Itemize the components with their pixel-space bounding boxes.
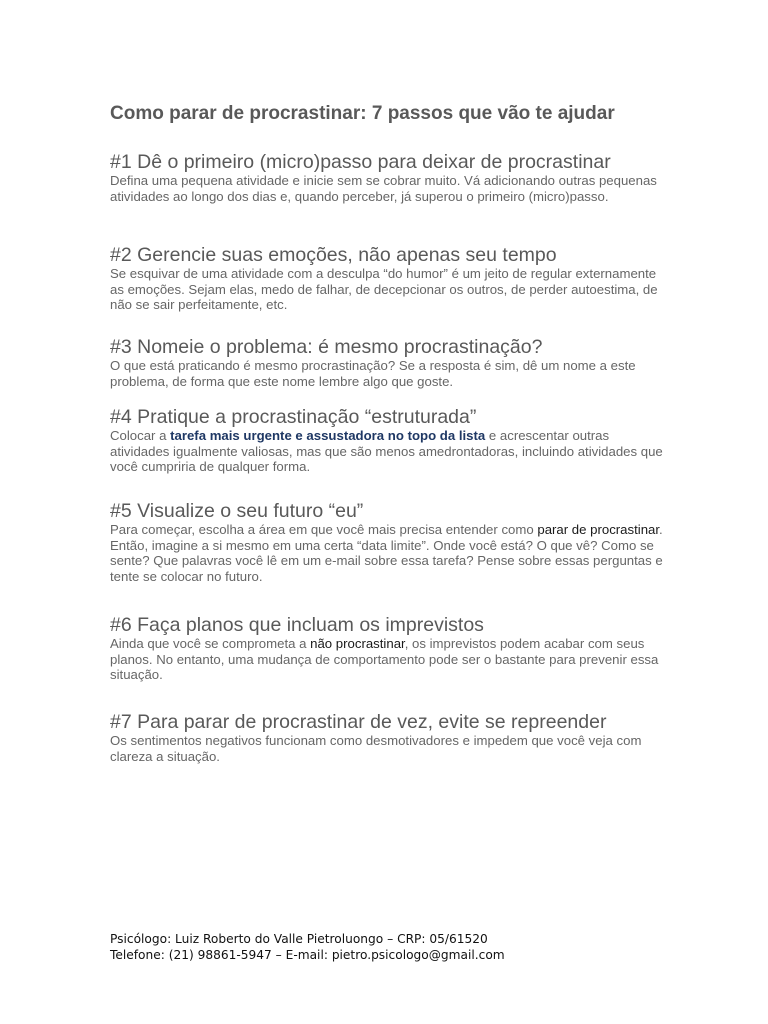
section-7-body: Os sentimentos negativos funcionam como desmotivadores e impedem que você veja com clareza a situação. bbox=[110, 733, 642, 764]
section-4 bbox=[110, 406, 665, 475]
section-3-body: O que está praticando é mesmo procrastinação? Se a resposta é sim, dê um nome a este problema, de forma que este nome lembre algo que goste. bbox=[110, 358, 636, 389]
document-title: Como parar de procrastinar: 7 passos que vão te ajudar bbox=[110, 103, 615, 124]
footer-psychologist: Psicólogo: Luiz Roberto do Valle Pietroluongo – CRP: 05/61520 bbox=[110, 932, 488, 946]
footer-phone-email: Telefone: (21) 98861-5947 – E-mail: pietro.psicologo@gmail.com bbox=[110, 948, 505, 962]
section-7-heading: #7 Para parar de procrastinar de vez, evite se repreender bbox=[110, 711, 607, 733]
section-5-link[interactable]: parar de procrastinar bbox=[537, 522, 660, 537]
section-5 bbox=[110, 500, 665, 584]
section-3-heading: #3 Nomeie o problema: é mesmo procrastinação? bbox=[110, 336, 543, 358]
section-5-heading: #5 Visualize o seu futuro “eu” bbox=[110, 500, 364, 522]
section-7 bbox=[110, 711, 665, 764]
section-5-body bbox=[110, 522, 665, 584]
section-1-body: Defina uma pequena atividade e inicie sem se cobrar muito. Vá adicionando outras pequenas atividades ao longo dos dias e, quando perceber, já superou o primeiro (micro)passo. bbox=[110, 173, 657, 204]
section-2-body: Se esquivar de uma atividade com a desculpa “do humor” é um jeito de regular externamente as emoções. Sejam elas, medo de falhar, de decepcionar os outros, de perder autoestima, de não se sair perfeitamente, etc. bbox=[110, 266, 658, 313]
section-5-body-end: . Então, imagine a si mesmo em uma certa “data limite”. Onde você está? O que vê? Como se sente? Que palavras você lê em um e-mail sobre essa tarefa? Pense sobre essas perguntas e tente se colocar no futuro. bbox=[110, 522, 663, 584]
section-5-body-start: Para começar, escolha a área em que você mais precisa entender como bbox=[110, 522, 538, 537]
section-4-heading: #4 Pratique a procrastinação “estruturada” bbox=[110, 406, 477, 428]
section-1-heading: #1 Dê o primeiro (micro)passo para deixar de procrastinar bbox=[110, 151, 611, 173]
section-3 bbox=[110, 336, 665, 389]
section-6 bbox=[110, 614, 665, 683]
section-6-body-start: Ainda que você se comprometa a bbox=[110, 636, 311, 651]
section-2-heading: #2 Gerencie suas emoções, não apenas seu tempo bbox=[110, 244, 557, 266]
section-4-body-end: e acrescentar outras atividades igualmente valiosas, mas que são menos amedrontadoras, incluindo atividades que você cumpriria de qualquer forma. bbox=[110, 428, 663, 475]
section-1 bbox=[110, 151, 665, 204]
section-2 bbox=[110, 244, 665, 313]
section-4-body bbox=[110, 428, 665, 475]
footer-contact bbox=[110, 931, 505, 963]
section-6-body-end: , os imprevistos podem acabar com seus planos. No entanto, uma mudança de comportamento pode ser o bastante para prevenir essa situação. bbox=[110, 636, 659, 683]
section-6-heading: #6 Faça planos que incluam os imprevistos bbox=[110, 614, 484, 636]
section-6-body bbox=[110, 636, 665, 683]
section-4-emphasis-link[interactable]: tarefa mais urgente e assustadora no topo da lista bbox=[170, 428, 486, 443]
section-4-body-start: Colocar a bbox=[110, 428, 171, 443]
section-6-link[interactable]: não procrastinar bbox=[310, 636, 405, 651]
